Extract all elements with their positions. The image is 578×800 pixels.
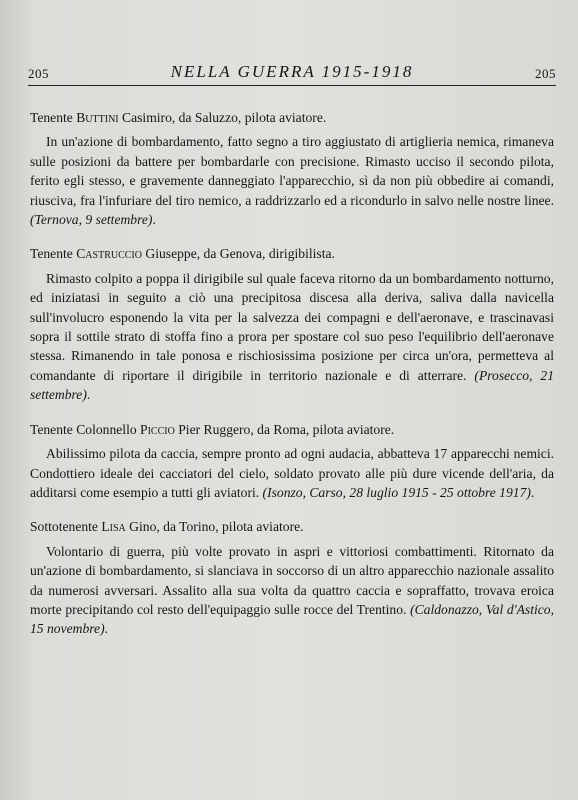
citation-place-date: (Prosecco, 21 settembre) [30,367,554,403]
page-number-left: 205 [28,66,49,81]
entry-heading [30,517,554,536]
entry-citation [30,542,554,639]
entry-citation [30,269,554,405]
page-number-right: 205 [535,66,556,81]
citation-text: Rimasto colpito a poppa il dirigibile sul quale faceva ritorno da un bombardamento notturno, ed iniziatasi in seguito a ciò una precipitosa discesa alla deriva, saliva dalla navicella sull'involucro esponendo la vita per la salvezza dei compagni e dell'aeronave, e trascinavasi sopra il sottile strato di stoffa fino a prora per spostare col suo peso l'equilibrio dell'aeronave stessa. Rimanendo in tale ponosa e rischiosissima posizione per circa un'ora, permetteva al comandante di riportare il dirigibile in territorio nazionale e di atterrare. [30,270,554,383]
entry-buttini [30,108,554,229]
heading-rank: Sottotenente [30,519,102,535]
heading-surname: Buttini [76,110,119,125]
entry-piccio [30,420,554,503]
heading-rank: Tenente [30,246,77,262]
citation-text: In un'azione di bombardamento, fatto segno a tiro aggiustato di artiglieria nemica, rimaneva sulle posizioni da battere per bombardarle con precisione. Rimasto ucciso il secondo pilota, ferito egli stesso, e gravemente danneggiato l'apparecchio, sì da non più obbedire ai comandi, riusciva, fra l'infuriare del tiro nemico, a raddrizzarlo ed a ricondurlo in salvo nelle nostre linee. [30,134,554,208]
entry-citation [30,444,554,502]
heading-details: Giuseppe, da Genova, dirigibilista. [141,246,335,262]
entry-lisa [30,517,554,638]
citation-end: . [86,387,91,403]
heading-rank: Tenente [30,110,77,125]
page-body [30,108,554,654]
heading-surname: Castruccio [76,246,142,262]
citation-end: . [152,212,156,228]
citation-end: . [530,484,535,500]
heading-surname: Piccio [140,421,175,437]
entry-citation [30,132,554,229]
heading-surname: Lisa [101,519,126,535]
header-rule [28,85,556,86]
heading-details: Casimiro, da Saluzzo, pilota aviatore. [118,110,327,125]
citation-place-date: (Caldonazzo, Val d'Astico, 15 novembre) [30,601,554,637]
heading-rank: Tenente Colonnello [30,421,141,437]
citation-text: Volontario di guerra, più volte provato in aspri e vittoriosi combattimenti. Ritornato da un'azione di bombardamento, si slanciava in soccorso di un altro apparecchio nazionale assalito da numerosi avversari. Assalito alla sua volta da quattro caccia e sopraffatto, trovava eroica morte precipitando col resto dell'equipaggio sulle rocce del Trentino. [30,543,554,617]
citation-place-date: (Isonzo, Carso, 28 luglio 1915 - 25 ottobre 1917) [262,484,531,500]
citation-end: . [104,621,109,637]
heading-details: Pier Ruggero, da Roma, pilota aviatore. [174,421,395,437]
entry-heading [30,244,554,263]
page-header [28,62,556,84]
entry-heading [30,108,554,127]
citation-text: Abilissimo pilota da caccia, sempre pronto ad ogni audacia, abbatteva 17 apparecchi nemici. Condottiero ideale dei cacciatori del cielo, soldato provato alle più dure vicende dell'aria, da additarsi come esempio a tutti gli aviatori. [30,446,554,500]
entry-castruccio [30,244,554,404]
heading-details: Gino, da Torino, pilota aviatore. [125,519,304,535]
citation-place-date: (Ternova, 9 settembre) [30,212,153,228]
running-title: NELLA GUERRA 1915-1918 [170,62,414,81]
entry-heading [30,420,554,439]
